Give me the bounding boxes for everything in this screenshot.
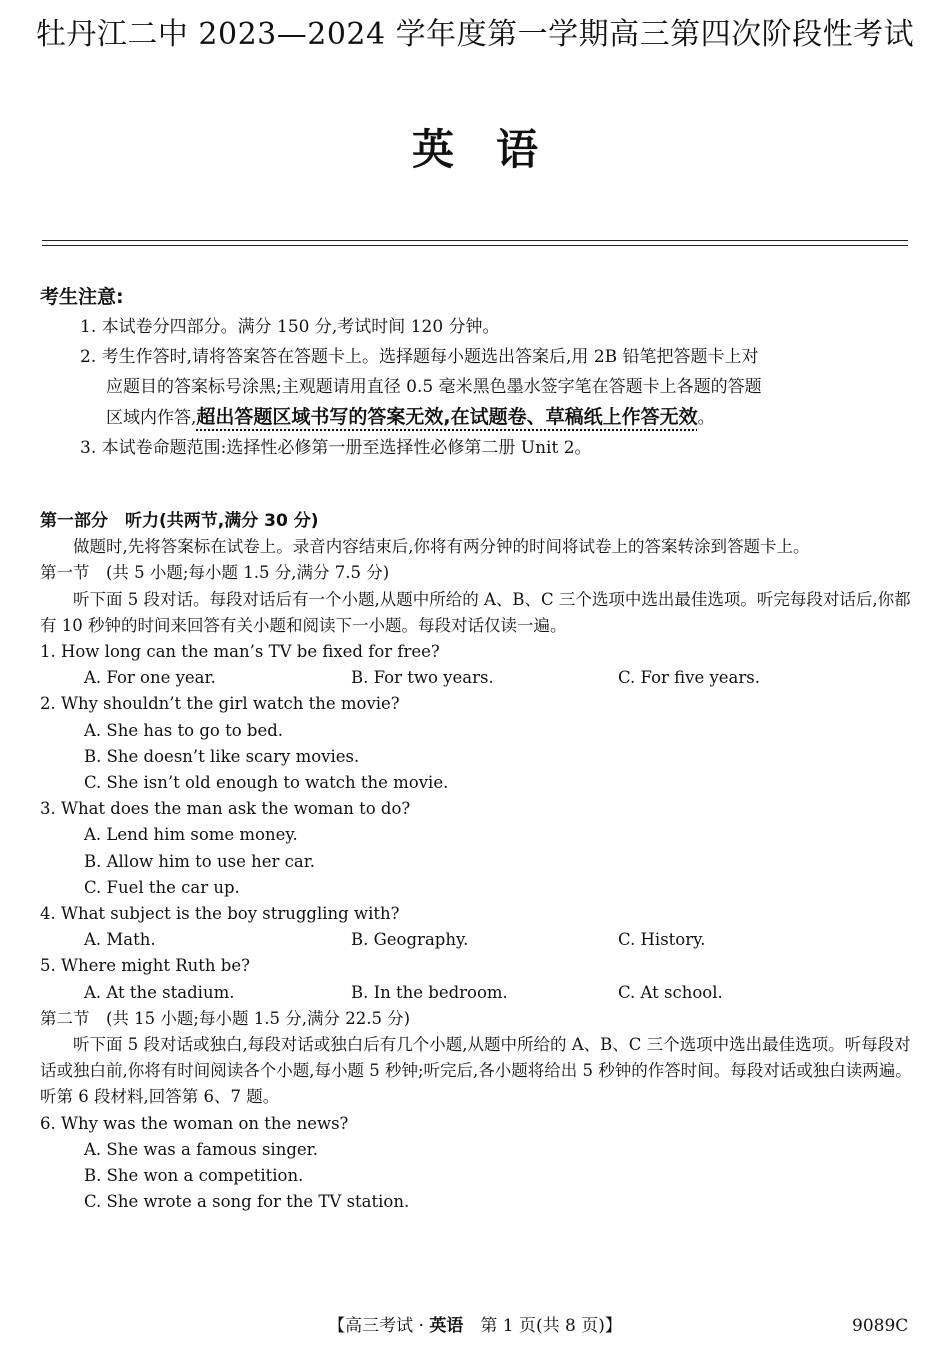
question-6-option-c: C. She wrote a song for the TV station.	[84, 1192, 410, 1212]
material-6-instruction: 听第 6 段材料,回答第 6、7 题。	[40, 1087, 280, 1107]
section1-intro: 听下面 5 段对话。每段对话后有一个小题,从题中所给的 A、B、C 三个选项中选出最佳选项。听完每段对话后,你都有 10 秒钟的时间来回答有关小题和阅读下一小题。每段对话仅读一遍。	[40, 589, 911, 635]
notice-item-1: 1. 本试卷分四部分。满分 150 分,考试时间 120 分钟。	[80, 317, 500, 337]
header-rule-top	[42, 240, 908, 241]
question-5-options	[40, 980, 912, 1006]
footer-subject: 英语	[429, 1316, 464, 1336]
question-1-options	[40, 665, 912, 691]
question-5-option-b: B. In the bedroom.	[351, 982, 508, 1002]
notice-item-2: 2. 考生作答时,请将答案答在答题卡上。选择题每小题选出答案后,用 2B 铅笔把答题卡上对	[80, 347, 759, 367]
paper-code: 9089C	[852, 1316, 909, 1336]
question-4-option-b: B. Geography.	[351, 930, 469, 950]
subject-title: 英 语	[411, 125, 538, 174]
question-1-stem: 1. How long can the man’s TV be fixed for free?	[40, 642, 440, 662]
question-5-option-c: C. At school.	[618, 982, 723, 1002]
notice-item-2-line-2: 应题目的答案标号涂黑;主观题请用直径 0.5 毫米黑色墨水签字笔在答题卡上各题的答题	[106, 377, 762, 397]
question-1-option-b: B. For two years.	[351, 668, 494, 688]
question-6-stem: 6. Why was the woman on the news?	[40, 1113, 349, 1133]
question-2-stem: 2. Why shouldn’t the girl watch the movie?	[40, 694, 400, 714]
question-2-option-b: B. She doesn’t like scary movies.	[84, 746, 360, 766]
notice-item-2-last	[80, 402, 910, 433]
notice-heading: 考生注意:	[40, 286, 124, 308]
section2-intro: 听下面 5 段对话或独白,每段对话或独白后有几个小题,从题中所给的 A、B、C 三个选项中选出最佳选项。听每段对话或独白前,你将有时间阅读各个小题,每小题 5 秒钟;听完后,各小题将给出 5 秒钟的作答时间。每段对话或独白读两遍。	[40, 1035, 912, 1081]
notice-item-2-cont	[80, 372, 910, 402]
page-footer	[0, 1313, 950, 1339]
part1-intro: 做题时,先将答案标在试卷上。录音内容结束后,你将有两分钟的时间将试卷上的答案转涂到答题卡上。	[73, 537, 810, 557]
notice-emphasis: 超出答题区域书写的答案无效,在试题卷、草稿纸上作答无效	[196, 406, 698, 428]
notice-item-3: 3. 本试卷命题范围:选择性必修第一册至选择性必修第二册 Unit 2。	[80, 438, 592, 458]
question-1-option-c: C. For five years.	[618, 668, 760, 688]
question-6-option-a: A. She was a famous singer.	[84, 1139, 318, 1159]
listening-part	[40, 508, 912, 1215]
question-4-option-a: A. Math.	[84, 930, 156, 950]
question-3-option-a: A. Lend him some money.	[84, 825, 298, 845]
section1-title: 第一节 (共 5 小题;每小题 1.5 分,满分 7.5 分)	[40, 563, 390, 583]
notice-item-2-line-3: 区域内作答,	[106, 408, 197, 428]
question-4-options	[40, 927, 912, 953]
section2-title: 第二节 (共 15 小题;每小题 1.5 分,满分 22.5 分)	[40, 1008, 411, 1028]
question-2-option-c: C. She isn’t old enough to watch the movie.	[84, 773, 449, 793]
notice-list	[80, 312, 910, 463]
question-5-option-a: A. At the stadium.	[84, 982, 235, 1002]
question-4-option-c: C. History.	[618, 930, 706, 950]
footer-exam-label: 【高三考试 ·	[328, 1316, 430, 1336]
header-rule-bottom	[42, 245, 908, 246]
question-1-option-a: A. For one year.	[84, 668, 216, 688]
question-4-stem: 4. What subject is the boy struggling with?	[40, 904, 400, 924]
question-3-stem: 3. What does the man ask the woman to do?	[40, 799, 411, 819]
question-3-option-c: C. Fuel the car up.	[84, 877, 240, 897]
question-6-option-b: B. She won a competition.	[84, 1166, 304, 1186]
exam-title: 牡丹江二中 2023—2024 学年度第一学期高三第四次阶段性考试	[35, 17, 915, 52]
footer-page-info: 第 1 页(共 8 页)】	[463, 1316, 622, 1336]
question-2-option-a: A. She has to go to bed.	[84, 720, 284, 740]
part1-title: 第一部分 听力(共两节,满分 30 分)	[40, 511, 319, 531]
question-3-option-b: B. Allow him to use her car.	[84, 851, 316, 871]
question-5-stem: 5. Where might Ruth be?	[40, 956, 250, 976]
notice-emphasis-end: 。	[697, 408, 715, 428]
